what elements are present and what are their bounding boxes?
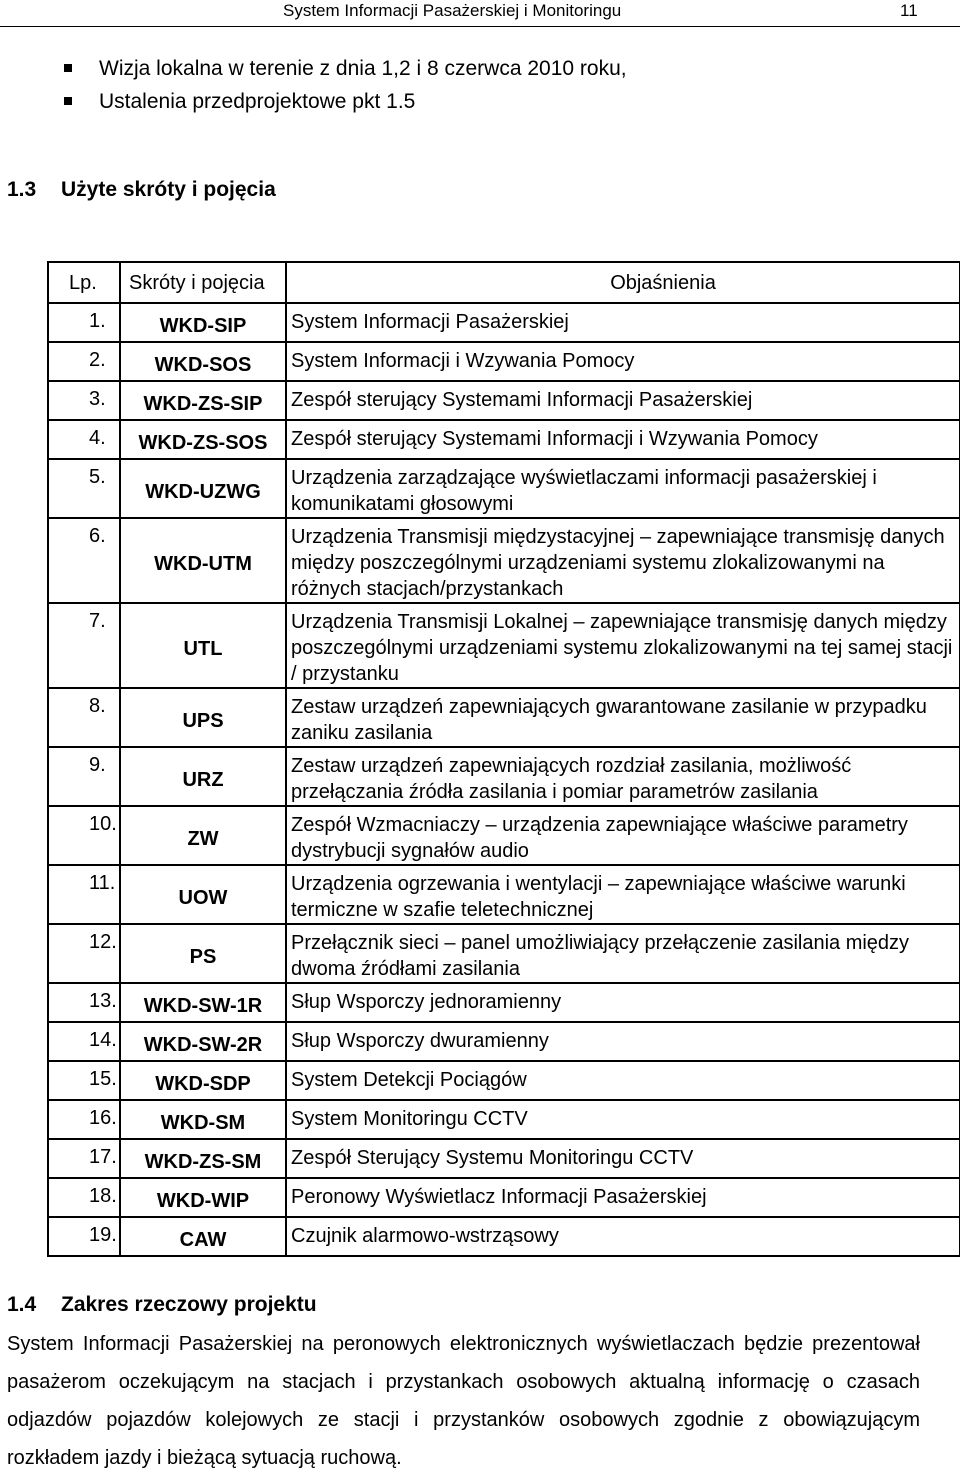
row-number: 2. [48, 342, 120, 381]
row-explanation: Słup Wsporczy dwuramienny [286, 1022, 960, 1061]
table-row [48, 459, 960, 518]
row-abbreviation: WKD-SDP [120, 1061, 286, 1100]
row-abbreviation: UOW [120, 865, 286, 924]
row-abbreviation: WKD-SM [120, 1100, 286, 1139]
row-number: 1. [48, 303, 120, 342]
row-explanation: Słup Wsporczy jednoramienny [286, 983, 960, 1022]
row-number: 13. [48, 983, 120, 1022]
list-item [64, 87, 627, 120]
header-abbreviations: Skróty i pojęcia [120, 262, 286, 303]
table-row [48, 303, 960, 342]
row-explanation: Zestaw urządzeń zapewniających gwarantowane zasilanie w przypadku zaniku zasilania [286, 688, 960, 747]
table-header-row [48, 262, 960, 303]
row-explanation: Przełącznik sieci – panel umożliwiający przełączenie zasilania między dwoma źródłami zasilania [286, 924, 960, 983]
square-bullet-icon [64, 64, 72, 72]
table-row [48, 518, 960, 603]
row-abbreviation: WKD-ZS-SIP [120, 381, 286, 420]
row-explanation: Zespół sterujący Systemami Informacji i Wzywania Pomocy [286, 420, 960, 459]
row-explanation: Zespół Sterujący Systemu Monitoringu CCTV [286, 1139, 960, 1178]
table-row [48, 1100, 960, 1139]
reference-list [64, 54, 627, 120]
row-explanation: Zestaw urządzeń zapewniających rozdział zasilania, możliwość przełączania źródła zasilania i pomiar parametrów zasilania [286, 747, 960, 806]
table-row [48, 1217, 960, 1256]
row-number: 7. [48, 603, 120, 688]
table-row [48, 806, 960, 865]
row-explanation: System Informacji i Wzywania Pomocy [286, 342, 960, 381]
row-abbreviation: ZW [120, 806, 286, 865]
table-row [48, 1022, 960, 1061]
row-number: 15. [48, 1061, 120, 1100]
table-row [48, 688, 960, 747]
row-explanation: Urządzenia Transmisji Lokalnej – zapewniające transmisję danych między poszczególnymi urządzeniami systemu zlokalizowanymi na tej samej stacji / przystanku [286, 603, 960, 688]
row-number: 14. [48, 1022, 120, 1061]
table-row [48, 747, 960, 806]
row-abbreviation: CAW [120, 1217, 286, 1256]
table-row [48, 603, 960, 688]
table-row [48, 1061, 960, 1100]
section-title: Użyte skróty i pojęcia [61, 178, 276, 201]
row-explanation: Peronowy Wyświetlacz Informacji Pasażerskiej [286, 1178, 960, 1217]
row-number: 5. [48, 459, 120, 518]
section-paragraph: System Informacji Pasażerskiej na peronowych elektronicznych wyświetlaczach będzie prezentował pasażerom oczekującym na stacjach i przystankach osobowych aktualną informację o czasach odjazdów pojazdów kolejowych ze stacji i przystanków osobowych zgodnie z obowiązującym rozkładem jazdy i bieżącą sytuacją ruchową. [7, 1333, 920, 1469]
header-explanations: Objaśnienia [286, 262, 960, 303]
row-abbreviation: PS [120, 924, 286, 983]
page-number: 11 [900, 1, 918, 20]
row-abbreviation: WKD-UZWG [120, 459, 286, 518]
row-number: 8. [48, 688, 120, 747]
row-abbreviation: UTL [120, 603, 286, 688]
row-number: 9. [48, 747, 120, 806]
row-number: 6. [48, 518, 120, 603]
row-explanation: Urządzenia ogrzewania i wentylacji – zapewniające właściwe warunki termiczne w szafie teletechnicznej [286, 865, 960, 924]
row-abbreviation: UPS [120, 688, 286, 747]
header-lp: Lp. [48, 262, 120, 303]
row-number: 19. [48, 1217, 120, 1256]
row-explanation: System Informacji Pasażerskiej [286, 303, 960, 342]
row-explanation: Zespół sterujący Systemami Informacji Pasażerskiej [286, 381, 960, 420]
row-abbreviation: WKD-ZS-SM [120, 1139, 286, 1178]
row-number: 18. [48, 1178, 120, 1217]
section-number: 1.4 [7, 1293, 37, 1316]
section-number: 1.3 [7, 178, 37, 201]
row-explanation: System Monitoringu CCTV [286, 1100, 960, 1139]
row-abbreviation: WKD-SOS [120, 342, 286, 381]
page-header [0, 0, 960, 27]
row-number: 12. [48, 924, 120, 983]
table-row [48, 381, 960, 420]
section-heading [7, 178, 276, 202]
table-row [48, 342, 960, 381]
section-heading [7, 1293, 317, 1317]
list-item-text: Ustalenia przedprojektowe pkt 1.5 [99, 90, 416, 113]
row-abbreviation: URZ [120, 747, 286, 806]
row-explanation: Zespół Wzmacniaczy – urządzenia zapewniające właściwe parametry dystrybucji sygnałów audio [286, 806, 960, 865]
table-row [48, 924, 960, 983]
abbreviations-table [47, 261, 960, 1257]
row-abbreviation: WKD-SW-2R [120, 1022, 286, 1061]
row-number: 11. [48, 865, 120, 924]
square-bullet-icon [64, 97, 72, 105]
row-number: 10. [48, 806, 120, 865]
row-abbreviation: WKD-ZS-SOS [120, 420, 286, 459]
list-item [64, 54, 627, 87]
table-row [48, 1178, 960, 1217]
row-explanation: Urządzenia zarządzające wyświetlaczami informacji pasażerskiej i komunikatami głosowymi [286, 459, 960, 518]
row-number: 16. [48, 1100, 120, 1139]
row-number: 17. [48, 1139, 120, 1178]
row-abbreviation: WKD-SW-1R [120, 983, 286, 1022]
row-explanation: Czujnik alarmowo-wstrząsowy [286, 1217, 960, 1256]
row-abbreviation: WKD-WIP [120, 1178, 286, 1217]
row-abbreviation: WKD-SIP [120, 303, 286, 342]
table-row [48, 983, 960, 1022]
list-item-text: Wizja lokalna w terenie z dnia 1,2 i 8 czerwca 2010 roku, [99, 57, 627, 80]
table-row [48, 1139, 960, 1178]
row-explanation: System Detekcji Pociągów [286, 1061, 960, 1100]
row-number: 3. [48, 381, 120, 420]
row-explanation: Urządzenia Transmisji międzystacyjnej – zapewniające transmisję danych między poszczególnymi urządzeniami systemu zlokalizowanymi na różnych stacjach/przystankach [286, 518, 960, 603]
header-title: System Informacji Pasażerskiej i Monitoringu [283, 1, 622, 20]
row-abbreviation: WKD-UTM [120, 518, 286, 603]
table-row [48, 865, 960, 924]
table-row [48, 420, 960, 459]
row-number: 4. [48, 420, 120, 459]
section-title: Zakres rzeczowy projektu [61, 1293, 317, 1316]
